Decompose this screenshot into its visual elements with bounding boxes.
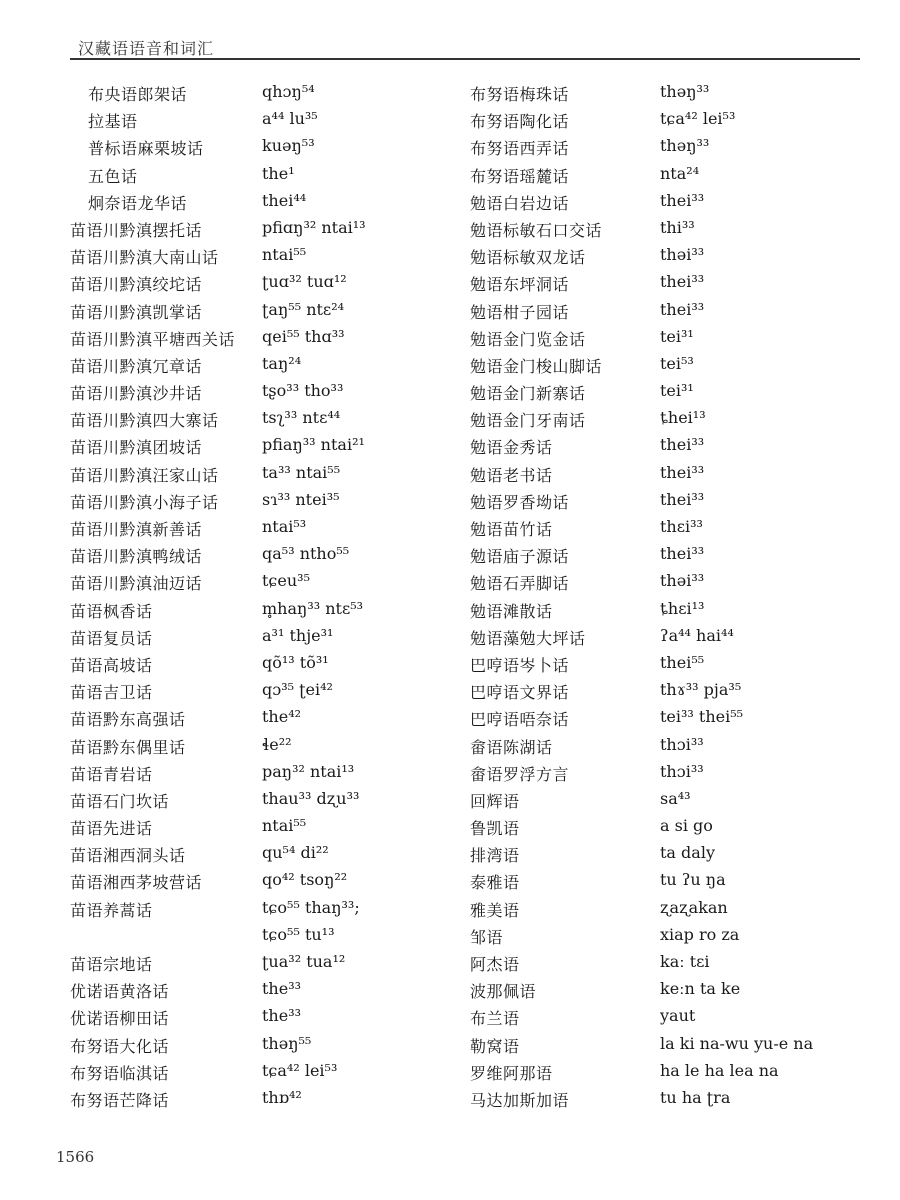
entry-row [470, 327, 870, 354]
language-name: 泰雅语 [470, 873, 520, 893]
language-name: 勉语苗竹话 [470, 520, 553, 539]
language-name: 苗语川黔滇凯掌话 [70, 302, 203, 322]
language-name: 苗语黔东偶里话 [70, 737, 186, 757]
entry-row [70, 571, 450, 598]
language-name: 苗语吉卫话 [70, 683, 153, 703]
entry-row [470, 735, 870, 762]
pronunciation: a³¹ thje³¹ [262, 625, 334, 645]
language-name: 苗语川黔滇沙井话 [70, 384, 203, 404]
entry-row [70, 191, 450, 218]
pronunciation: thei³³ [660, 489, 705, 509]
entry-row [70, 300, 450, 327]
entry-row [470, 191, 870, 218]
pronunciation: thəŋ³³ [660, 136, 710, 156]
language-name: 苗语川黔滇汪家山话 [70, 465, 219, 485]
language-name: 苗语青岩话 [70, 764, 153, 784]
entry-row [470, 979, 870, 1006]
pronunciation: a⁴⁴ lu³⁵ [262, 109, 318, 129]
entry-row [470, 707, 870, 734]
language-name: 阿杰语 [470, 955, 520, 974]
pronunciation: tei³³ thei⁵⁵ [660, 707, 744, 727]
language-name: 普标语麻栗坡话 [88, 139, 204, 159]
entry-row [470, 898, 870, 925]
pronunciation: tei³¹ [660, 326, 694, 346]
pronunciation: kuəŋ⁵³ [262, 136, 315, 156]
pronunciation: qei⁵⁵ thɑ³³ [262, 326, 345, 346]
entry-row [470, 354, 870, 381]
entry-row [470, 762, 870, 789]
language-name: 苗语川黔滇四大寨话 [70, 411, 219, 431]
pronunciation: m̥haŋ³³ ntɛ⁵³ [262, 598, 364, 618]
pronunciation: qɔ³⁵ ʈei⁴² [262, 680, 333, 700]
language-name: 苗语川黔滇摆托话 [70, 220, 203, 240]
entry-row [470, 490, 870, 517]
language-name: 邹语 [470, 927, 504, 947]
language-name: 勉语庙子源话 [470, 547, 570, 567]
pronunciation: thəŋ³³ [660, 82, 710, 101]
language-name: 苗语川黔滇新善话 [70, 520, 203, 539]
pronunciation: thei³³ [660, 435, 705, 455]
entry-row [70, 544, 450, 571]
language-name: 布努语大化话 [70, 1036, 170, 1056]
pronunciation: ntai⁵⁵ [262, 245, 307, 265]
entry-row [70, 435, 450, 462]
pronunciation: paŋ³² ntai¹³ [262, 761, 355, 781]
language-name: 苗语高坡话 [70, 655, 153, 675]
pronunciation: thəi³³ [660, 245, 705, 265]
pronunciation: tei⁵³ [660, 353, 694, 373]
header-rule [70, 58, 860, 60]
language-name: 炯奈语龙华话 [88, 193, 188, 213]
language-name: 苗语先进话 [70, 819, 153, 839]
entry-row [70, 898, 450, 925]
entry-row [70, 599, 450, 626]
language-name: 苗语养蒿话 [70, 900, 153, 920]
language-name: 勉语老书话 [470, 465, 553, 485]
entry-row [470, 218, 870, 245]
pronunciation: pfiɑŋ³² ntai¹³ [262, 217, 366, 237]
entry-row [70, 1006, 450, 1033]
language-name: 布努语芒降话 [70, 1090, 170, 1110]
language-name: 布努语瑶麓话 [470, 166, 570, 186]
language-name: 勉语藻勉大坪话 [470, 628, 586, 648]
pronunciation: nta²⁴ [660, 163, 700, 183]
entry-row [470, 952, 870, 979]
entry-row [470, 1088, 870, 1115]
pronunciation: tɕa⁴² lei⁵³ [262, 1060, 338, 1080]
entry-row [470, 245, 870, 272]
page-number: 1566 [56, 1148, 95, 1166]
right-column [470, 82, 870, 1115]
entry-row [70, 626, 450, 653]
entry-row [470, 870, 870, 897]
language-name: 五色话 [88, 166, 138, 186]
pronunciation: qhɔŋ⁵⁴ [262, 82, 315, 101]
language-name: 勒窝语 [470, 1036, 520, 1056]
entry-row [70, 408, 450, 435]
entry-row [470, 435, 870, 462]
pronunciation: thei³³ [660, 299, 705, 319]
language-name: 苗语黔东高强话 [70, 710, 186, 730]
pronunciation: pfiaŋ³³ ntai²¹ [262, 435, 365, 455]
entry-row [470, 164, 870, 191]
language-name: 苗语湘西洞头话 [70, 846, 186, 866]
pronunciation: ʈuɑ³² tuɑ¹² [262, 272, 347, 292]
language-name: 巴哼语唔奈话 [470, 710, 570, 730]
pronunciation: the⁴² [262, 707, 302, 727]
language-name: 布兰语 [470, 1009, 520, 1029]
language-name: 罗维阿那语 [470, 1063, 553, 1083]
pronunciation: tei³¹ [660, 381, 694, 401]
entry-row [470, 789, 870, 816]
language-name: 苗语湘西茅坡营话 [70, 873, 203, 893]
language-name: 布努语临淇话 [70, 1063, 170, 1083]
language-name: 布央语郎架话 [88, 85, 188, 104]
language-name: 勉语滩散话 [470, 601, 553, 621]
entry-row [470, 408, 870, 435]
language-name: 苗语川黔滇平塘西关话 [70, 329, 236, 349]
language-name: 布努语梅珠话 [470, 85, 570, 104]
pronunciation: qa⁵³ ntho⁵⁵ [262, 544, 350, 564]
entry-row [70, 245, 450, 272]
pronunciation: ta³³ ntai⁵⁵ [262, 462, 341, 482]
entry-row [70, 707, 450, 734]
entry-row [70, 136, 450, 163]
entry-row [470, 653, 870, 680]
language-name: 勉语柑子园话 [470, 302, 570, 322]
left-column [70, 82, 450, 1115]
pronunciation: tɕo⁵⁵ thaŋ³³; [262, 897, 360, 917]
entry-row [470, 272, 870, 299]
language-name: 巴哼语文界话 [470, 683, 570, 703]
language-name: 勉语标敏石口交话 [470, 220, 603, 240]
entry-row [470, 599, 870, 626]
pronunciation: qu⁵⁴ di²² [262, 843, 329, 863]
entry-row [470, 82, 870, 109]
language-name: 勉语东坪洞话 [470, 275, 570, 295]
entry-row [470, 816, 870, 843]
pronunciation: the³³ [262, 979, 302, 999]
entry-row [70, 925, 450, 952]
entry-row [70, 843, 450, 870]
language-name: 雅美语 [470, 900, 520, 920]
language-name: 苗语石门坎话 [70, 791, 170, 811]
entry-row [470, 136, 870, 163]
pronunciation: thei⁵⁵ [660, 652, 705, 672]
language-name: 苗语川黔滇冗章话 [70, 356, 203, 376]
pronunciation: ntai⁵³ [262, 517, 307, 536]
entry-row [70, 1061, 450, 1088]
entry-row [470, 544, 870, 571]
language-name: 苗语川黔滇鸭绒话 [70, 547, 203, 567]
pronunciation: thɔi³³ [660, 761, 704, 781]
language-name: 苗语川黔滇小海子话 [70, 492, 219, 512]
pronunciation: ȶhɛi¹³ [660, 598, 705, 618]
entry-row [70, 490, 450, 517]
language-name: 苗语复员话 [70, 628, 153, 648]
pronunciation: the¹ [262, 163, 295, 183]
entry-row [470, 925, 870, 952]
language-name: 勉语白岩边话 [470, 193, 570, 213]
pronunciation: tʂo³³ tho³³ [262, 381, 344, 401]
entry-row [70, 1088, 450, 1115]
entry-row [70, 82, 450, 109]
language-name: 苗语宗地话 [70, 955, 153, 974]
entry-row [470, 571, 870, 598]
running-header: 汉藏语语音和词汇 [78, 39, 215, 58]
entry-row [470, 1006, 870, 1033]
pronunciation: ta daly [660, 843, 715, 863]
language-name: 苗语川黔滇大南山话 [70, 248, 219, 268]
pronunciation: ʐaʐakan [660, 897, 728, 917]
pronunciation: qo⁴² tsoŋ²² [262, 870, 348, 890]
language-name: 畲语罗浮方言 [470, 764, 570, 784]
pronunciation: ʈaŋ⁵⁵ ntɛ²⁴ [262, 299, 345, 319]
pronunciation: tu ʔu ŋa [660, 870, 726, 890]
entry-row [70, 816, 450, 843]
pronunciation: thəi³³ [660, 571, 705, 591]
pronunciation: yaut [660, 1006, 696, 1026]
pronunciation: thei³³ [660, 462, 705, 482]
pronunciation: xiap ro za [660, 924, 740, 944]
pronunciation: thɛi³³ [660, 517, 703, 536]
pronunciation: taŋ²⁴ [262, 353, 302, 373]
pronunciation: ntai⁵⁵ [262, 816, 307, 836]
language-name: 勉语金门览金话 [470, 329, 586, 349]
language-name: 优诺语黄洛话 [70, 982, 170, 1002]
entry-row [70, 109, 450, 136]
language-name: 畲语陈湖话 [470, 737, 553, 757]
entry-row [70, 653, 450, 680]
language-name: 马达加斯加语 [470, 1090, 570, 1110]
pronunciation: thei³³ [660, 544, 705, 564]
language-name: 排湾语 [470, 846, 520, 866]
entry-row [70, 762, 450, 789]
entry-row [70, 1034, 450, 1061]
entry-row [70, 463, 450, 490]
pronunciation: thɒ⁴² [262, 1087, 302, 1107]
pronunciation: the³³ [262, 1006, 302, 1026]
entry-row [70, 952, 450, 979]
pronunciation: thɔi³³ [660, 734, 704, 754]
entry-row [70, 218, 450, 245]
entry-row [470, 381, 870, 408]
language-name: 波那佩语 [470, 982, 537, 1002]
entry-row [70, 870, 450, 897]
entry-row [70, 517, 450, 544]
pronunciation: ɬe²² [262, 734, 292, 754]
pronunciation: thɤ³³ pja³⁵ [660, 680, 742, 700]
entry-row [470, 109, 870, 136]
entry-row [470, 463, 870, 490]
pronunciation: ʈua³² tua¹² [262, 952, 346, 971]
entry-row [470, 843, 870, 870]
language-name: 布努语陶化话 [470, 112, 570, 132]
entry-row [470, 300, 870, 327]
entry-row [70, 354, 450, 381]
entry-row [470, 1034, 870, 1061]
pronunciation: kaː tɛi [660, 952, 710, 971]
language-name: 勉语金秀话 [470, 438, 553, 458]
pronunciation: la ki na-wu yu-e na [660, 1033, 814, 1053]
language-name: 苗语川黔滇绞坨话 [70, 275, 203, 295]
pronunciation: sa⁴³ [660, 788, 691, 808]
pronunciation: thei⁴⁴ [262, 190, 307, 210]
language-name: 勉语金门新寨话 [470, 384, 586, 404]
entry-row [70, 327, 450, 354]
pronunciation: a si go [660, 816, 713, 836]
language-name: 勉语金门梭山脚话 [470, 356, 603, 376]
entry-row [70, 680, 450, 707]
language-name: 勉语石弄脚话 [470, 574, 570, 594]
pronunciation: tɕa⁴² lei⁵³ [660, 109, 736, 129]
language-name: 布努语西弄话 [470, 139, 570, 159]
pronunciation: thei³³ [660, 272, 705, 292]
pronunciation: thəŋ⁵⁵ [262, 1033, 312, 1053]
pronunciation: ȶhei¹³ [660, 408, 706, 428]
language-name: 苗语川黔滇团坡话 [70, 438, 203, 458]
pronunciation: tsʅ³³ ntɛ⁴⁴ [262, 408, 341, 428]
language-name: 勉语金门牙南话 [470, 411, 586, 431]
pronunciation: thei³³ [660, 190, 705, 210]
entry-row [70, 735, 450, 762]
language-name: 优诺语柳田话 [70, 1009, 170, 1029]
language-name: 勉语标敏双龙话 [470, 248, 586, 268]
entry-row [70, 381, 450, 408]
entry-row [70, 164, 450, 191]
pronunciation: thau³³ dʐu³³ [262, 788, 360, 808]
pronunciation: ʔa⁴⁴ hai⁴⁴ [660, 625, 734, 645]
entry-row [470, 517, 870, 544]
pronunciation: ha le ha lea na [660, 1060, 779, 1080]
language-name: 勉语罗香坳话 [470, 492, 570, 512]
pronunciation: sɿ³³ ntei³⁵ [262, 489, 340, 509]
entry-row [470, 626, 870, 653]
entry-row [470, 680, 870, 707]
language-name: 鲁凯语 [470, 819, 520, 839]
entry-row [70, 789, 450, 816]
pronunciation: tɕeu³⁵ [262, 571, 310, 591]
pronunciation: thi³³ [660, 217, 695, 237]
entry-row [70, 979, 450, 1006]
language-name: 拉基语 [88, 112, 138, 132]
language-name: 巴哼语岑卜话 [470, 655, 570, 675]
pronunciation: tu ha ʈra [660, 1087, 731, 1107]
pronunciation: keːn ta ke [660, 979, 741, 999]
entry-row [70, 272, 450, 299]
language-name: 苗语川黔滇油迈话 [70, 574, 203, 594]
entry-row [470, 1061, 870, 1088]
pronunciation: qõ¹³ tõ³¹ [262, 652, 329, 672]
pronunciation: tɕo⁵⁵ tu¹³ [262, 924, 335, 944]
language-name: 苗语枫香话 [70, 601, 153, 621]
language-name: 回辉语 [470, 791, 520, 811]
